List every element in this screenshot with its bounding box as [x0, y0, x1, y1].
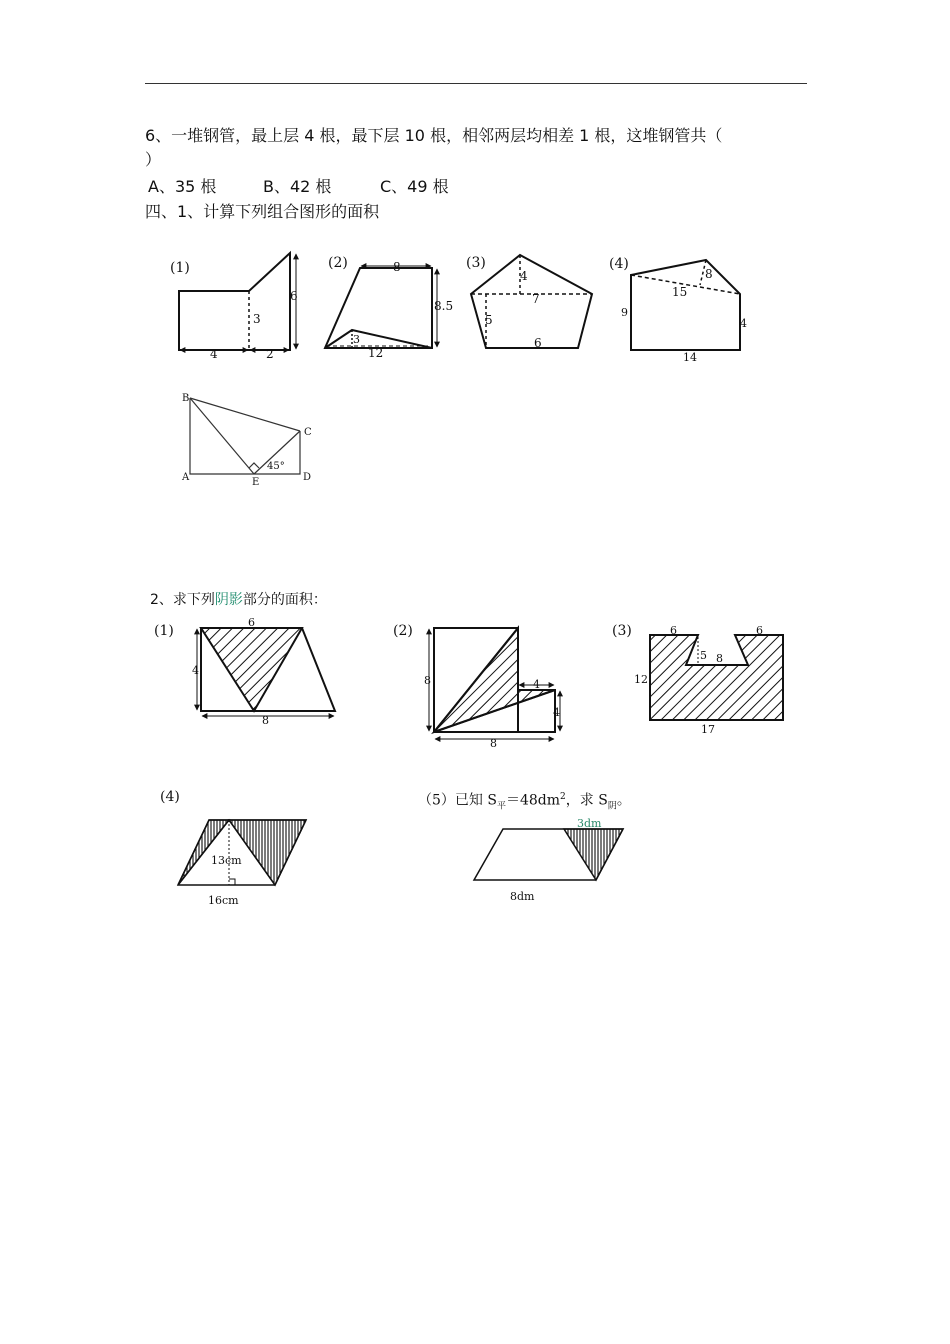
- fig5-label-b: B: [182, 393, 190, 404]
- shaded-fig3-t1-label: 6: [670, 624, 677, 637]
- fig3-h2-label: 5: [485, 313, 493, 327]
- shaded-fig1-label: (1): [154, 623, 174, 639]
- section-4-title: 四、1、计算下列组合图形的面积: [145, 202, 380, 221]
- fig1-label: (1): [170, 260, 190, 276]
- option-c: C、49 根: [380, 177, 449, 196]
- figure-5-question: （5）已知 $S_平=48dm^2$，求 $S_阴$。: [418, 792, 631, 812]
- fig3-h1-label: 4: [520, 269, 528, 283]
- fig4-label: (4): [609, 256, 629, 272]
- composite-figure-4: [631, 260, 740, 350]
- fig2-inner-label: 3: [353, 333, 360, 346]
- fig5-label-e: E: [252, 477, 260, 488]
- fig4-base-label: 14: [683, 351, 697, 364]
- shaded-fig2-small-label: 4: [533, 678, 540, 691]
- shaded-fig5-base-label: 8dm: [510, 890, 535, 903]
- shaded-fig3-left-label: 12: [634, 673, 648, 686]
- fig5-label-d: D: [303, 472, 312, 483]
- composite-figure-1: [179, 253, 296, 350]
- shaded-fig3-notch-w-label: 8: [716, 652, 723, 665]
- shaded-fig1-base-label: 8: [262, 714, 269, 727]
- fig4-d-label: 8: [705, 267, 713, 281]
- fig2-label: (2): [328, 255, 348, 271]
- shaded-fig2-small-height-label: 4: [553, 706, 560, 719]
- shaded-fig1-top-label: 6: [248, 616, 255, 629]
- fig2-base-label: 12: [368, 346, 384, 360]
- fig4-diag-label: 15: [672, 285, 688, 299]
- section-2-title: 2、求下列阴影部分的面积：: [150, 592, 327, 608]
- fig3-label: (3): [466, 255, 486, 271]
- composite-figure-2: [325, 266, 437, 348]
- fig1-height-label: 6: [290, 289, 298, 303]
- shaded-figure-1: [197, 628, 335, 716]
- fig1-width2-label: 2: [266, 347, 274, 361]
- fig1-mid-label: 3: [253, 312, 261, 326]
- option-a: A、35 根: [148, 177, 217, 196]
- fig5-label-c: C: [304, 427, 312, 438]
- shaded-fig3-notch-h-label: 5: [700, 649, 707, 662]
- option-b: B、42 根: [263, 177, 332, 196]
- shaded-fig4-height-label: 13cm: [211, 854, 242, 867]
- fig4-left-label: 9: [621, 306, 628, 319]
- fig4-right-label: 4: [740, 317, 747, 330]
- shaded-fig5-top-label: 3dm: [577, 817, 602, 830]
- fig3-base-label: 6: [534, 336, 542, 350]
- shaded-fig4-base-label: 16cm: [208, 894, 239, 907]
- fig1-width-label: 4: [210, 347, 218, 361]
- question-6-line2: ）: [145, 150, 162, 169]
- shaded-fig2-base-label: 8: [490, 737, 497, 750]
- fig3-mid-label: 7: [532, 292, 540, 306]
- fig5-angle-label: 45°: [267, 461, 285, 472]
- shaded-fig3-label: (3): [612, 623, 632, 639]
- shaded-figure-2: [429, 628, 560, 739]
- fig2-top-label: 8: [393, 260, 401, 274]
- fig5-label-a: A: [182, 472, 190, 483]
- shaded-fig1-height-label: 4: [192, 664, 199, 677]
- shaded-fig2-label: (2): [393, 623, 413, 639]
- question-6-line1: 6、一堆钢管，最上层 4 根，最下层 10 根，相邻两层均相差 1 根，这堆钢管共（: [145, 126, 723, 145]
- shaded-fig2-height-label: 8: [424, 674, 431, 687]
- shaded-figure-3: [650, 635, 783, 720]
- shaded-figure-5: [474, 829, 623, 880]
- fig2-side-label: 8.5: [434, 299, 454, 313]
- shaded-fig3-base-label: 17: [701, 723, 715, 736]
- shaded-figure-4: [178, 820, 306, 885]
- shaded-fig3-t2-label: 6: [756, 624, 763, 637]
- shaded-fig4-label: (4): [160, 789, 180, 805]
